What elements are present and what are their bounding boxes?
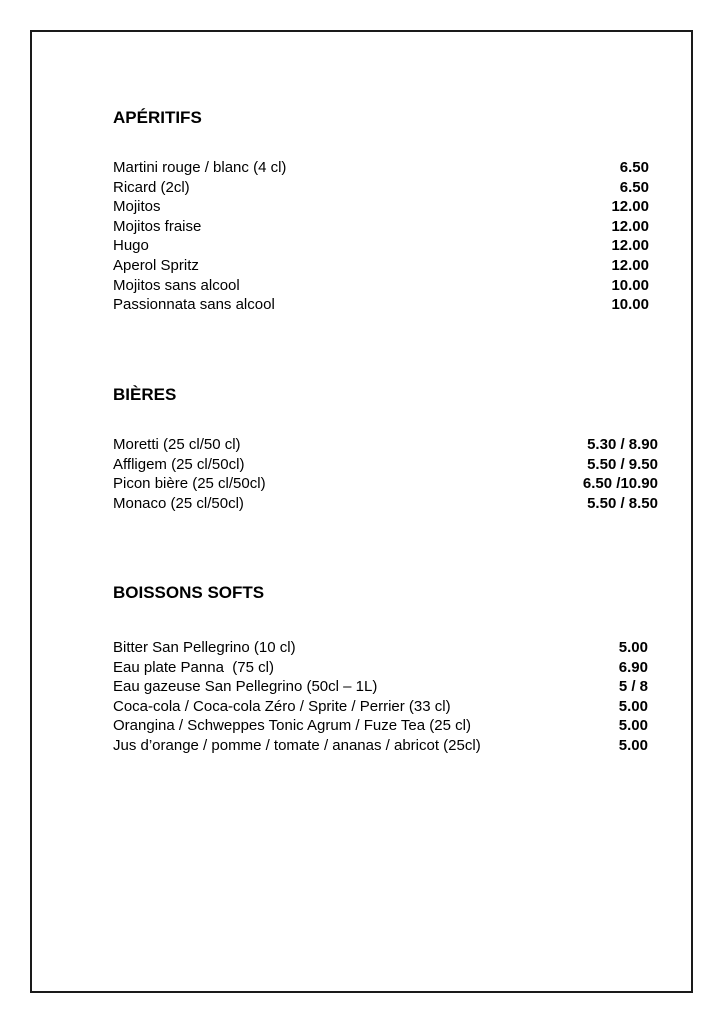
menu-item	[113, 638, 648, 658]
menu-item	[113, 256, 653, 276]
menu-item	[113, 494, 658, 514]
item-name: Mojitos sans alcool	[113, 276, 240, 294]
item-name: Ricard (2cl)	[113, 178, 190, 196]
item-name: Passionnata sans alcool	[113, 296, 275, 314]
item-price: 10.00	[611, 276, 649, 294]
item-price: 6.50	[619, 159, 649, 176]
item-name: Hugo	[113, 237, 149, 255]
item-price: 6.90	[618, 658, 648, 676]
item-name: Eau gazeuse San Pellegrino (50cl – 1L)	[113, 678, 378, 696]
item-name: Orangina / Schweppes Tonic Agrum / Fuze Tea (25 cl)	[113, 717, 471, 735]
item-name: Jus d’orange / pomme / tomate / ananas / abricot (25cl)	[113, 736, 481, 754]
aperitifs-list	[113, 158, 653, 315]
section-boissons-softs	[113, 583, 648, 756]
item-price: 5.50 / 9.50	[587, 455, 658, 473]
item-price: 5.50 / 8.50	[587, 494, 658, 512]
item-name: Coca-cola / Coca-cola Zéro / Sprite / Perrier (33 cl)	[113, 697, 451, 715]
menu-item	[113, 236, 653, 256]
item-name: Monaco (25 cl/50cl)	[113, 494, 244, 512]
item-name: Bitter San Pellegrino (10 cl)	[113, 639, 296, 656]
section-title-aperitifs: APÉRITIFS	[113, 108, 202, 127]
item-price: 12.00	[611, 217, 649, 235]
section-bieres	[113, 385, 658, 513]
menu-item	[113, 178, 653, 198]
item-name: Aperol Spritz	[113, 256, 199, 274]
menu-item	[113, 276, 653, 296]
section-aperitifs	[113, 108, 653, 315]
menu-item	[113, 697, 648, 717]
menu-item	[113, 158, 653, 178]
menu-item	[113, 435, 658, 455]
bieres-list	[113, 435, 658, 513]
menu-item	[113, 677, 648, 697]
item-name: Affligem (25 cl/50cl)	[113, 455, 245, 473]
menu-item	[113, 658, 648, 678]
item-price: 5.00	[618, 639, 648, 656]
item-price: 12.00	[611, 237, 649, 255]
item-price: 6.50	[619, 178, 649, 196]
section-title-bieres: BIÈRES	[113, 385, 177, 404]
item-name: Mojitos	[113, 198, 161, 216]
item-price: 5.00	[618, 697, 648, 715]
item-price: 5.00	[618, 717, 648, 735]
menu-item	[113, 197, 653, 217]
item-name: Martini rouge / blanc (4 cl)	[113, 159, 287, 176]
item-name: Eau plate Panna (75 cl)	[113, 658, 274, 676]
item-price: 6.50 /10.90	[582, 475, 658, 493]
item-price: 5.30 / 8.90	[587, 436, 658, 453]
menu-item	[113, 474, 658, 494]
menu-item	[113, 217, 653, 237]
item-price: 10.00	[611, 296, 649, 314]
item-name: Moretti (25 cl/50 cl)	[113, 436, 241, 453]
softs-list	[113, 638, 648, 756]
menu-item	[113, 716, 648, 736]
item-price: 12.00	[611, 256, 649, 274]
menu-item	[113, 295, 653, 315]
item-name: Mojitos fraise	[113, 217, 202, 235]
menu-item	[113, 736, 648, 756]
item-price: 5 / 8	[618, 678, 648, 696]
item-price: 5.00	[618, 736, 648, 754]
item-price: 12.00	[611, 198, 649, 216]
menu-item	[113, 455, 658, 475]
section-title-boissons-softs: BOISSONS SOFTS	[113, 583, 265, 602]
item-name: Picon bière (25 cl/50cl)	[113, 475, 266, 493]
